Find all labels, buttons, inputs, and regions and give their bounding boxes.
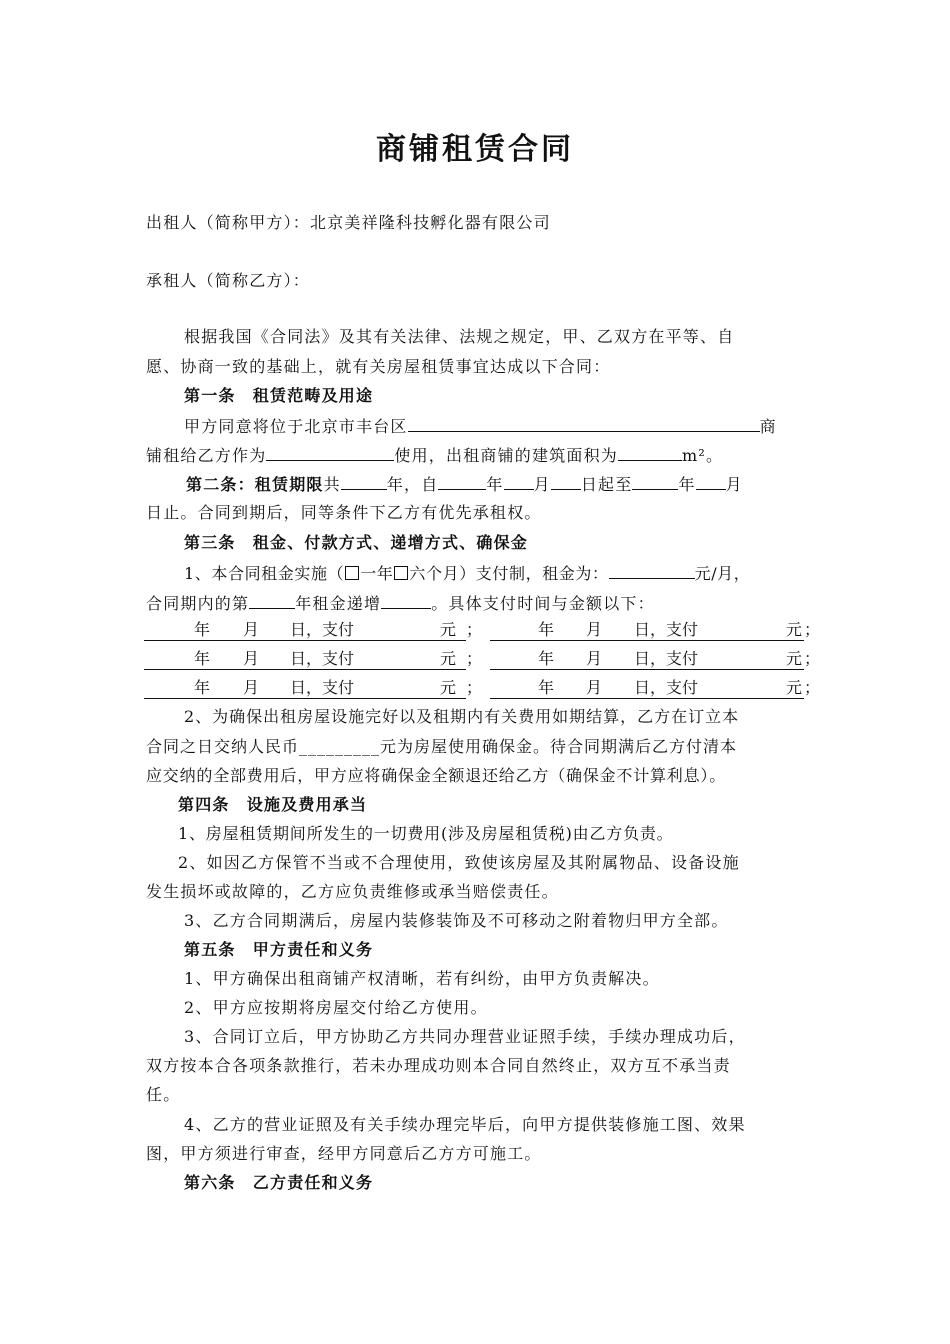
payment-separator: ； [804,620,821,639]
payment-separator: ； [466,678,483,697]
increase-year-blank[interactable] [249,592,295,609]
payment-month-label: 月 [243,620,260,639]
payment-year-label: 年 [538,678,555,697]
start-month-blank[interactable] [504,473,534,490]
payment-day-label: 日，支付 [634,620,699,639]
payment-day-label: 日，支付 [290,678,355,697]
article-3-heading: 第三条 租金、付款方式、递增方式、确保金 [184,533,529,552]
article-1-line-2 [146,444,723,466]
article-5-item-4: 4、乙方的营业证照及有关手续办理完毕后，向甲方提供装修施工图、效果 [184,1115,746,1134]
article-2-text: 年，自 [386,475,439,494]
article-5-item-3-cont: 双方按本合各项条款推行，若未办理成功则本合同自然终止，双方互不承当责 [146,1056,731,1075]
lessor-line: 出租人（简称甲方）：北京美祥隆科技孵化器有限公司 [146,213,551,232]
article-4-item-2: 2、如因乙方保管不当或不合理使用，致使该房屋及其附属物品、设备设施 [178,853,740,872]
article-3-line-1 [184,562,750,584]
article-2-text: 年 [486,475,504,494]
article-1-text: 甲方同意将位于北京市丰台区 [184,417,408,436]
payment-year-label: 年 [194,649,211,668]
article-1-text: 使用，出租商铺的建筑面积为 [394,446,619,465]
article-3-text: 1、本合同租金实施（ [184,564,345,583]
article-3-text: 六个月）支付制，租金为： [409,564,609,583]
start-day-blank[interactable] [551,473,581,490]
payment-row[interactable] [144,678,466,699]
payment-separator: ； [466,620,483,639]
article-2-text: 日起至 [580,475,633,494]
article-3-line-2 [146,592,655,614]
checkbox-one-year[interactable] [345,566,359,580]
payment-row[interactable] [144,649,466,670]
article-2-line-1 [186,473,743,495]
start-year-blank[interactable] [438,473,486,490]
payment-row[interactable] [490,649,804,670]
deposit-line-3: 应交纳的全部费用后，甲方应将确保金全额退还给乙方（确保金不计算利息）。 [146,766,727,785]
deposit-line-2: 合同之日交纳人民币_________元为房屋使用确保金。待合同期满后乙方付清本 [146,737,738,756]
lessee-line: 承租人（简称乙方）： [146,271,311,290]
address-blank[interactable] [408,415,760,432]
article-1-text: 铺租给乙方作为 [146,446,267,465]
payment-yuan-label: 元 [786,678,803,697]
payment-yuan-label: 元 [786,649,803,668]
article-3-text: 一年 [360,564,394,583]
article-5-item-3-end: 任。 [146,1085,181,1104]
deposit-line-1: 2、为确保出租房屋设施完好以及租期内有关费用如期结算，乙方在订立本 [184,707,740,726]
article-2-text: 月 [725,475,743,494]
article-5-item-4-cont: 图，甲方须进行审查，经甲方同意后乙方方可施工。 [146,1144,542,1163]
payment-year-label: 年 [538,620,555,639]
increase-rate-blank[interactable] [381,592,431,609]
payment-row[interactable] [490,620,804,641]
payment-day-label: 日，支付 [290,620,355,639]
payment-separator: ； [804,649,821,668]
article-4-item-3: 3、乙方合同期满后，房屋内装修装饰及不可移动之附着物归甲方全部。 [184,911,729,930]
article-5-item-1: 1、甲方确保出租商铺产权清晰，若有纠纷，由甲方负责解决。 [184,969,660,988]
article-2-text: 月 [533,475,551,494]
payment-day-label: 日，支付 [634,678,699,697]
article-2-line-2: 日止。合同到期后，同等条件下乙方有优先承租权。 [146,503,542,522]
payment-yuan-label: 元 [440,620,457,639]
payment-month-label: 月 [586,620,603,639]
article-4-heading: 第四条 设施及费用承当 [178,795,368,814]
payment-row[interactable] [490,678,804,699]
usage-blank[interactable] [266,444,394,461]
article-1-text: m²。 [682,446,724,465]
article-3-text: 元/月， [694,564,751,583]
payment-month-label: 月 [243,649,260,668]
rent-blank[interactable] [609,562,695,579]
end-year-blank[interactable] [632,473,678,490]
payment-year-label: 年 [194,678,211,697]
article-1-line-1 [184,415,777,437]
article-5-heading: 第五条 甲方责任和义务 [184,940,374,959]
payment-month-label: 月 [586,678,603,697]
payment-separator: ； [804,678,821,697]
preamble-line-2: 愿、协商一致的基础上，就有关房屋租赁事宜达成以下合同： [146,357,611,376]
article-3-text: 合同期内的第 [146,594,250,613]
payment-year-label: 年 [538,649,555,668]
payment-yuan-label: 元 [440,649,457,668]
payment-row[interactable] [144,620,466,641]
document-title: 商铺租赁合同 [376,132,574,167]
article-6-heading: 第六条 乙方责任和义务 [184,1173,374,1192]
area-blank[interactable] [618,444,682,461]
article-4-item-2-cont: 发生损坏或故障的，乙方应负责维修或承当赔偿责任。 [146,882,559,901]
payment-month-label: 月 [586,649,603,668]
article-2-heading: 第二条：租赁期限 [186,475,324,494]
payment-year-label: 年 [194,620,211,639]
article-4-item-1: 1、房屋租赁期间所发生的一切费用(涉及房屋租赁税)由乙方负责。 [178,824,674,843]
article-2-text: 年 [678,475,696,494]
payment-day-label: 日，支付 [634,649,699,668]
article-3-text: 。具体支付时间与金额以下： [431,594,655,613]
payment-yuan-label: 元 [440,678,457,697]
term-years-blank[interactable] [341,473,387,490]
payment-separator: ； [466,649,483,668]
article-3-text: 年租金递增 [295,594,382,613]
article-5-item-2: 2、甲方应按期将房屋交付给乙方使用。 [184,998,488,1017]
payment-day-label: 日，支付 [290,649,355,668]
payment-month-label: 月 [243,678,260,697]
end-month-blank[interactable] [696,473,726,490]
article-1-text: 商 [759,417,777,436]
article-5-item-3: 3、合同订立后，甲方协助乙方共同办理营业证照手续，手续办理成功后， [184,1027,746,1046]
article-2-text: 共 [323,475,341,494]
checkbox-six-months[interactable] [394,566,408,580]
payment-yuan-label: 元 [786,620,803,639]
preamble-line-1: 根据我国《合同法》及其有关法律、法规之规定，甲、乙双方在平等、自 [184,327,735,346]
article-1-heading: 第一条 租赁范畴及用途 [184,386,374,405]
